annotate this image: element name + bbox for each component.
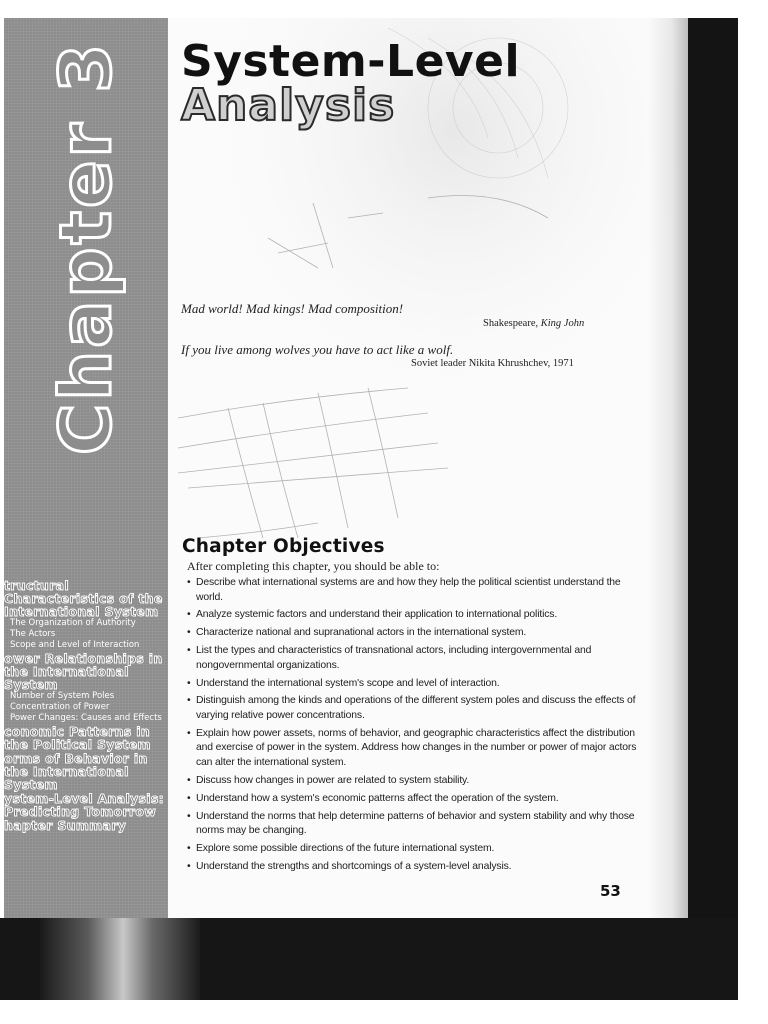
bullet-icon: • xyxy=(187,774,191,786)
epigraph-work-1: King John xyxy=(540,318,585,329)
scan-border-right xyxy=(683,18,738,1000)
page-gutter-shadow xyxy=(648,18,688,918)
outline-subheading: The Organization of Authority xyxy=(10,618,136,628)
objective-text: List the types and characteristics of transnational actors, including intergovernmental and nongovernmental organizations. xyxy=(196,645,592,671)
objective-text: Describe what international systems are and how they help the political scientist understand the world. xyxy=(196,577,621,603)
objective-text: Explain how power assets, norms of behavior, and geographic characteristics affect the distribution and exercise of power in the system. Address how changes in the number or power of major actors can alter the international system. xyxy=(196,727,637,768)
objective-item xyxy=(187,774,637,789)
chapter-title-line1: System-Level xyxy=(181,36,521,87)
objective-item xyxy=(187,644,637,673)
outline-heading: orms of Behavior in the International System xyxy=(4,751,148,792)
bullet-icon: • xyxy=(187,842,191,854)
book-page xyxy=(4,18,688,918)
page-number: 53 xyxy=(600,882,621,900)
epigraph-author-1: Shakespeare, xyxy=(483,318,539,329)
chapter-title xyxy=(181,36,521,131)
objective-item xyxy=(187,694,637,723)
objective-item xyxy=(187,792,637,807)
epigraph-attribution-1 xyxy=(483,318,584,329)
bullet-icon: • xyxy=(187,860,191,872)
bullet-icon: • xyxy=(187,609,191,621)
outline-heading: tructural Characteristics of the International System xyxy=(4,578,163,619)
bullet-icon: • xyxy=(187,645,191,657)
objective-text: Understand the norms that help determine patterns of behavior and system stability and why those norms may be changing. xyxy=(196,810,635,837)
binding-strip xyxy=(40,918,200,1000)
objective-item xyxy=(187,810,637,839)
outline-heading: ower Relationships in the International System xyxy=(4,651,163,692)
outline-subheading: The Actors xyxy=(10,629,56,639)
objective-text: Explore some possible directions of the future international system. xyxy=(196,842,495,854)
objective-text: Characterize national and supranational actors in the international system. xyxy=(196,627,527,639)
objective-item xyxy=(187,626,637,641)
objective-item xyxy=(187,677,637,692)
objective-text: Distinguish among the kinds and operations of the different system poles and discuss the effects of varying relative power concentrations. xyxy=(196,695,636,721)
bullet-icon: • xyxy=(187,577,191,588)
bullet-icon: • xyxy=(187,792,191,804)
objectives-intro: After completing this chapter, you should be able to: xyxy=(187,559,440,573)
outline-heading: conomic Patterns in the Political System xyxy=(4,724,151,752)
epigraph-attribution-2: Soviet leader Nikita Khrushchev, 1971 xyxy=(411,358,574,369)
epigraph-quote-1: Mad world! Mad kings! Mad composition! xyxy=(181,301,404,316)
objective-item xyxy=(187,608,637,623)
chapter-outline xyxy=(4,578,168,832)
objectives-heading: Chapter Objectives xyxy=(182,536,385,557)
objectives-list xyxy=(187,576,637,878)
objective-item xyxy=(187,727,637,771)
outline-subheading: Number of System Poles xyxy=(10,691,115,701)
objective-item xyxy=(187,842,637,857)
outline-subheading: Scope and Level of Interaction xyxy=(10,640,140,650)
bullet-icon: • xyxy=(187,695,191,707)
outline-subheading: Concentration of Power xyxy=(10,702,110,712)
bullet-icon: • xyxy=(187,810,191,822)
outline-heading: hapter Summary xyxy=(4,818,127,833)
outline-heading: ystem-Level Analysis: Predicting Tomorrow xyxy=(4,791,164,819)
bullet-icon: • xyxy=(187,627,191,639)
bullet-icon: • xyxy=(187,727,191,739)
objective-item xyxy=(187,576,637,605)
objective-item xyxy=(187,860,637,875)
bullet-icon: • xyxy=(187,677,191,689)
objective-text: Understand how a system's economic patterns affect the operation of the system. xyxy=(196,792,559,804)
objective-text: Understand the international system's scope and level of interaction. xyxy=(196,677,500,689)
objective-text: Analyze systemic factors and understand their application to international politics. xyxy=(196,609,558,621)
epigraph-quote-2: If you live among wolves you have to act like a wolf. xyxy=(181,342,454,357)
chapter-sidebar xyxy=(4,18,168,918)
chapter-title-line2: Analysis xyxy=(181,80,396,131)
outline-subheading: Power Changes: Causes and Effects xyxy=(10,713,162,723)
objective-text: Understand the strengths and shortcomings of a system-level analysis. xyxy=(196,860,512,872)
objective-text: Discuss how changes in power are related to system stability. xyxy=(196,774,470,786)
chapter-label: Chapter 3 xyxy=(45,40,127,456)
